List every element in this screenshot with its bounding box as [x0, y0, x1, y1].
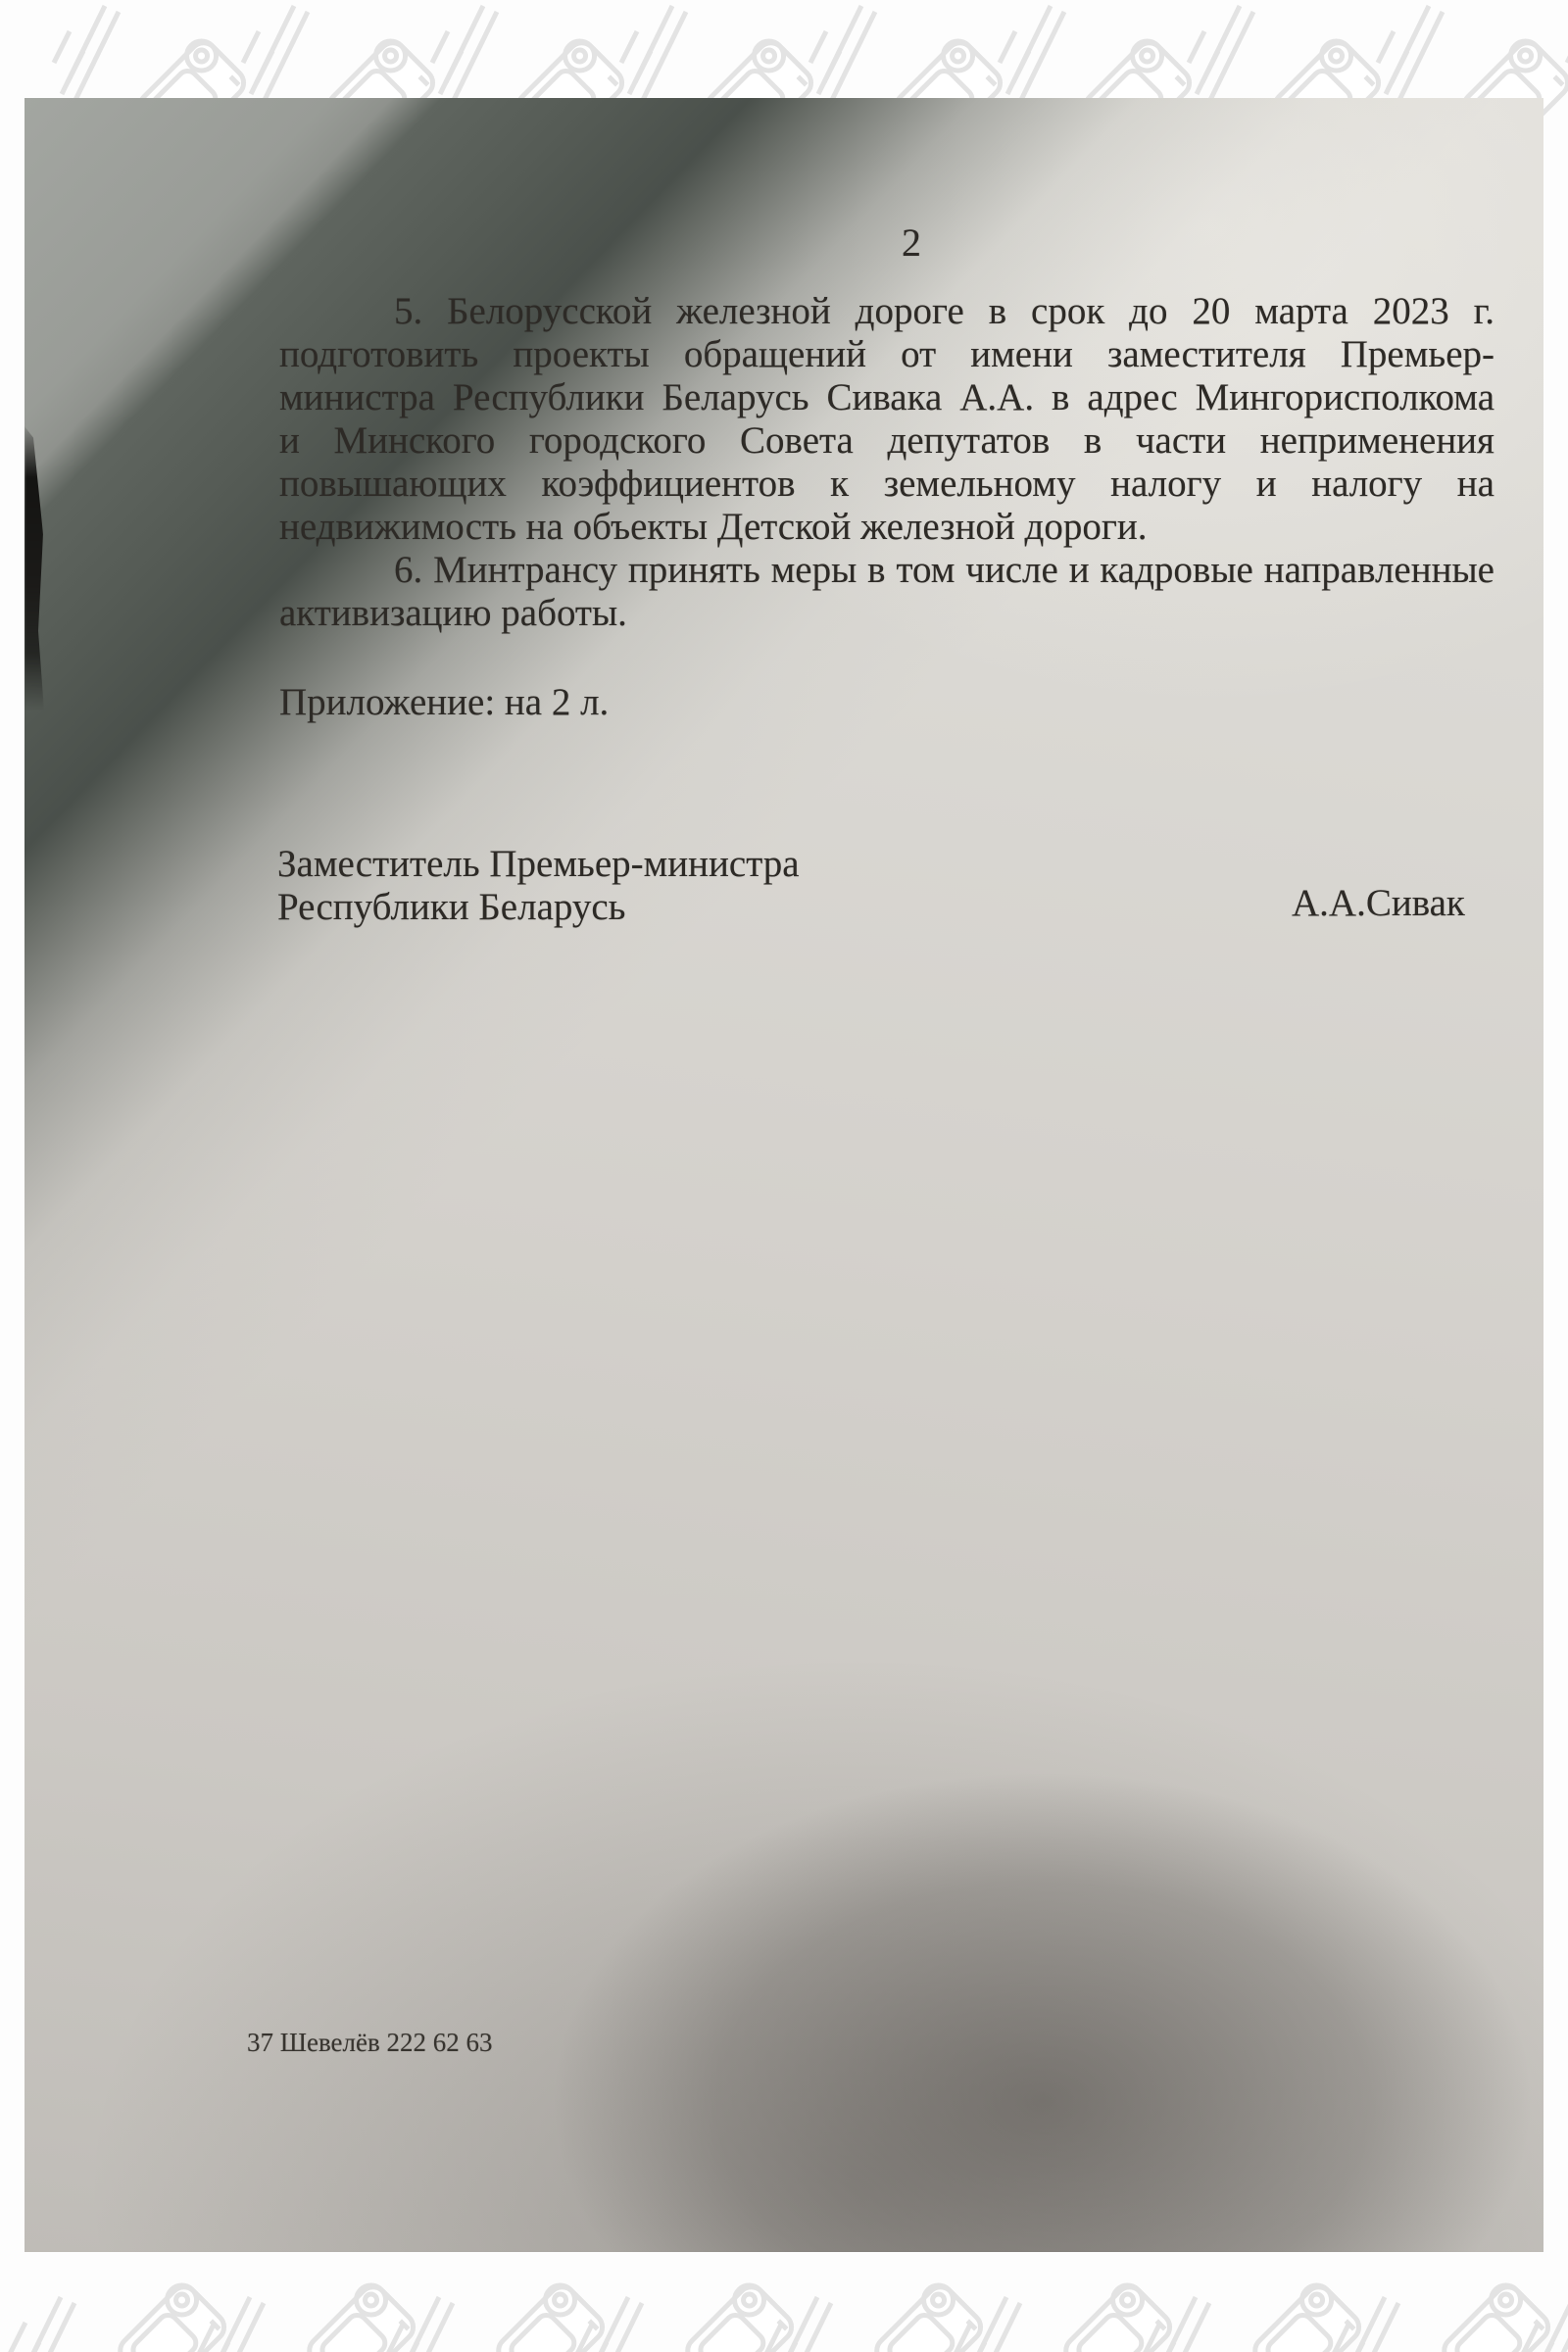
document-body: [279, 290, 1494, 635]
text-line: 5. Белорусской железной дороге в срок до 20 марта 2023 г.: [394, 290, 1494, 332]
signature-title: [277, 843, 800, 929]
executor-footer-note: 37 Шевелёв 222 62 63: [247, 2028, 493, 2057]
page-number: 2: [902, 220, 921, 265]
signature-title-line: Республики Беларусь: [277, 886, 626, 928]
paragraph-5: [279, 290, 1494, 549]
text-line: и Минского городского Совета депутатов в части неприменения: [279, 419, 1494, 462]
signature-name: А.А.Сивак: [1292, 882, 1465, 924]
text-line: подготовить проекты обращений от имени заместителя Премьер-: [279, 333, 1494, 375]
signature-title-line: Заместитель Премьер-министра: [277, 843, 800, 885]
text-line: повышающих коэффициентов к земельному налогу и налогу на: [279, 463, 1494, 505]
text-line: активизацию работы.: [279, 592, 627, 634]
paragraph-6: [279, 549, 1494, 635]
text-line: министра Республики Беларусь Сивака А.А. в адрес Мингорисполкома: [279, 376, 1494, 418]
document-page: [24, 98, 1544, 2252]
document-photo: [24, 98, 1544, 2252]
text-line: 6. Минтрансу принять меры в том числе и кадровые направленные: [394, 549, 1494, 591]
text-line: недвижимость на объекты Детской железной дороги.: [279, 506, 1148, 548]
attachment-note: Приложение: на 2 л.: [279, 681, 610, 723]
